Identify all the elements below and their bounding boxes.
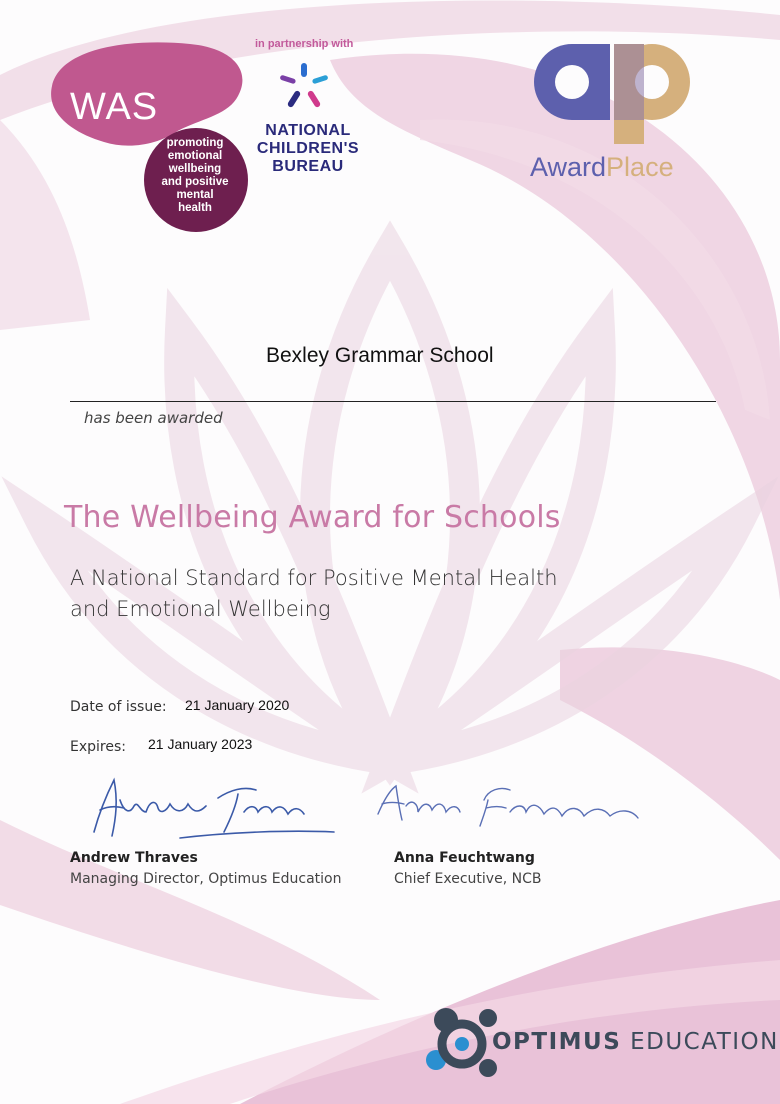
award-title: The Wellbeing Award for Schools: [64, 500, 561, 535]
ncb-star-icon: [279, 63, 328, 108]
awardplace-word-place: Place: [606, 152, 674, 182]
optimus-word: OPTIMUS: [492, 1029, 622, 1055]
ncb-name-line: CHILDREN'S: [256, 140, 360, 157]
was-tagline-line: health: [178, 202, 212, 214]
was-tagline-line: and positive: [161, 176, 229, 188]
signatory-name: Andrew Thraves: [70, 850, 198, 866]
partnership-label: in partnership with: [255, 38, 354, 50]
recipient-underline: [70, 401, 716, 402]
award-subtitle: [70, 563, 670, 625]
awarded-text: has been awarded: [84, 409, 223, 427]
education-word: EDUCATION: [630, 1029, 779, 1055]
awardplace-word-award: Award: [530, 152, 607, 182]
was-tagline-line: promoting: [166, 137, 224, 149]
optimus-education-wordmark: [492, 1029, 779, 1055]
was-logo-text: WAS: [70, 86, 159, 128]
issue-date-label: Date of issue:: [70, 699, 167, 715]
was-tagline-line: emotional: [167, 150, 223, 162]
award-subtitle-line: and Emotional Wellbeing: [70, 597, 331, 621]
left-band: [0, 120, 90, 330]
ncb-name-line: BUREAU: [272, 158, 344, 175]
recipient-name: Bexley Grammar School: [266, 344, 494, 367]
signature-andrew: [94, 780, 334, 838]
was-tagline: [150, 137, 240, 215]
lower-left-swoosh: [0, 820, 380, 1000]
award-subtitle-line: A National Standard for Positive Mental Health: [70, 566, 558, 590]
ncb-logo-text: [246, 122, 370, 176]
signatory-name: Anna Feuchtwang: [394, 850, 535, 866]
expires-value: 21 January 2023: [148, 736, 253, 752]
ncb-name-line: NATIONAL: [265, 122, 351, 139]
expires-label: Expires:: [70, 739, 126, 755]
signatory-title: Chief Executive, NCB: [394, 871, 542, 887]
issue-date-value: 21 January 2020: [185, 697, 290, 713]
awardplace-wordmark: [530, 152, 674, 183]
was-tagline-line: wellbeing: [168, 163, 222, 175]
signatory-title: Managing Director, Optimus Education: [70, 871, 342, 887]
was-tagline-line: mental: [176, 189, 214, 201]
